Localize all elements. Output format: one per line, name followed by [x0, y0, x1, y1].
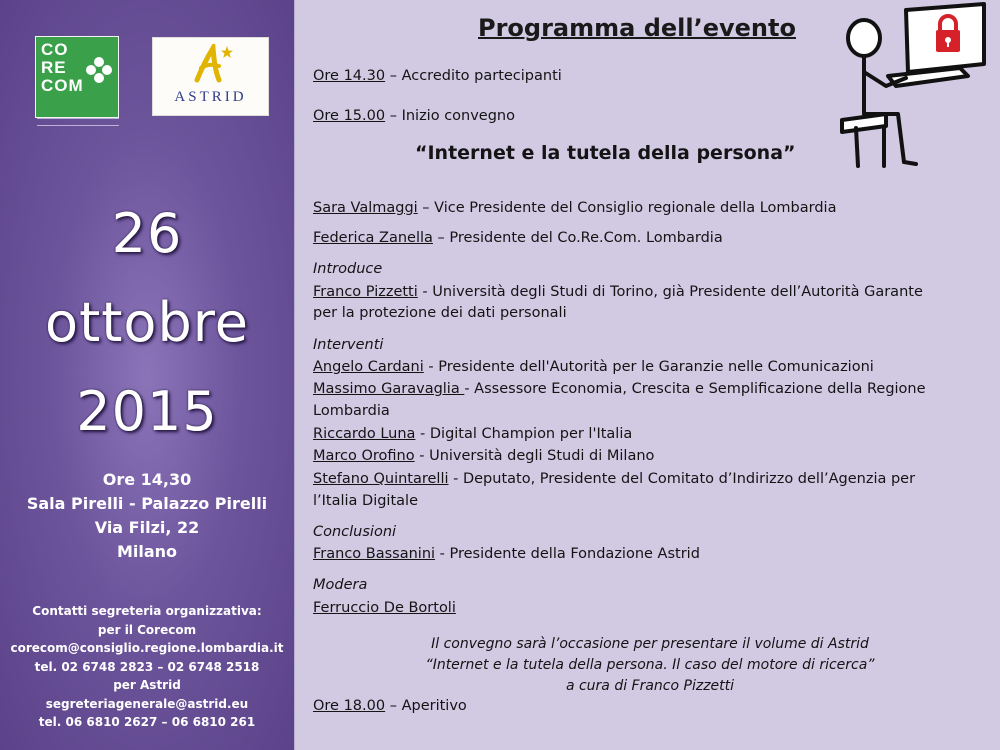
- left-panel: [0, 0, 295, 750]
- modera-label: Modera: [313, 577, 368, 593]
- conference-title: “Internet e la tutela della persona”: [415, 142, 796, 164]
- speaker-role-continued: l’Italia Digitale: [313, 493, 418, 509]
- speaker-line: [313, 381, 926, 397]
- astrid-logo-text: ASTRID: [174, 89, 247, 105]
- schedule-time: Ore 14.30: [313, 68, 386, 84]
- program-title: Programma dell’evento: [478, 14, 796, 42]
- astrid-logo: [152, 37, 269, 116]
- speaker-role: – Presidente del Co.Re.Com. Lombardia: [432, 230, 723, 246]
- schedule-item: [313, 68, 562, 84]
- speaker-name: Massimo Garavaglia: [313, 381, 465, 397]
- conclusioni-label: Conclusioni: [313, 524, 397, 540]
- speaker-name: Sara Valmaggi: [313, 200, 418, 216]
- speaker-role-continued: per la protezione dei dati personali: [313, 305, 567, 321]
- contacts-heading: Contatti segreteria organizzativa:: [32, 604, 262, 618]
- speaker-role: - Presidente della Fondazione Astrid: [435, 546, 700, 562]
- astrid-star-icon: [191, 44, 233, 86]
- schedule-time: Ore 18.00: [313, 698, 386, 714]
- person-laptop-lock-illustration: [836, 2, 986, 192]
- venue-time: Ore 14,30: [102, 470, 192, 489]
- speaker-line: [313, 448, 654, 464]
- speaker-name: Ferruccio De Bortoli: [313, 600, 456, 616]
- speaker-name: Federica Zanella: [313, 230, 433, 246]
- schedule-item: [313, 108, 515, 124]
- schedule-time: Ore 15.00: [313, 108, 386, 124]
- introduce-label: Introduce: [313, 261, 383, 277]
- speaker-role: - Assessore Economia, Crescita e Semplificazione della Regione: [464, 381, 926, 397]
- venue-street: Via Filzi, 22: [94, 518, 200, 537]
- contacts-phone: tel. 06 6810 2627 – 06 6810 261: [38, 715, 256, 729]
- speaker-role: - Presidente dell'Autorità per le Garanzie nelle Comunicazioni: [423, 359, 874, 375]
- speaker-role: - Università degli Studi di Torino, già Presidente dell’Autorità Garante: [417, 284, 923, 300]
- corecom-flower-icon: [86, 57, 112, 83]
- corecom-logo-line: COM: [41, 76, 84, 95]
- speaker-name: Marco Orofino: [313, 448, 415, 464]
- speaker-line: [313, 600, 456, 616]
- speaker-role: – Vice Presidente del Consiglio regionale della Lombardia: [417, 200, 837, 216]
- venue-hall: Sala Pirelli - Palazzo Pirelli: [26, 494, 268, 513]
- speaker-role-continued: Lombardia: [313, 403, 390, 419]
- contacts-email[interactable]: corecom@consiglio.regione.lombardia.it: [10, 641, 284, 655]
- contacts-phone: tel. 02 6748 2823 – 02 6748 2518: [34, 659, 260, 674]
- speaker-role: - Università degli Studi di Milano: [414, 448, 655, 464]
- contacts-block: [0, 602, 294, 732]
- speaker-line: [313, 426, 632, 442]
- speaker-role: - Digital Champion per l'Italia: [415, 426, 633, 442]
- speaker-name: Riccardo Luna: [313, 426, 416, 442]
- contacts-line: per il Corecom: [97, 622, 197, 637]
- schedule-item: [313, 698, 467, 714]
- speaker-name: Angelo Cardani: [313, 359, 424, 375]
- schedule-text: – Inizio convegno: [385, 108, 515, 124]
- speaker-line: [313, 546, 700, 562]
- contacts-email[interactable]: segreteriagenerale@astrid.eu: [45, 696, 249, 711]
- date-year: 2015: [76, 380, 218, 443]
- speaker-name: Franco Pizzetti: [313, 284, 418, 300]
- speaker-line: [313, 200, 836, 216]
- date-day: 26: [111, 202, 183, 265]
- speaker-line: [313, 284, 923, 300]
- corecom-logo: [35, 36, 119, 118]
- speaker-name: Franco Bassanini: [313, 546, 436, 562]
- date-month: ottobre: [45, 291, 249, 354]
- speaker-name: Stefano Quintarelli: [313, 471, 449, 487]
- schedule-text: – Aperitivo: [385, 698, 467, 714]
- closing-note: a cura di Franco Pizzetti: [565, 678, 735, 694]
- speaker-line: [313, 471, 915, 487]
- closing-note: Il convegno sarà l’occasione per presentare il volume di Astrid: [431, 636, 869, 652]
- corecom-logo-line: RE: [41, 58, 67, 77]
- venue-city: Milano: [116, 542, 178, 561]
- speaker-role: - Deputato, Presidente del Comitato d’Indirizzo dell’Agenzia per: [448, 471, 916, 487]
- closing-note: “Internet e la tutela della persona. Il caso del motore di ricerca”: [425, 657, 875, 673]
- speaker-line: [313, 230, 723, 246]
- corecom-logo-line: CO: [41, 40, 69, 59]
- speaker-line: [313, 359, 874, 375]
- contacts-line: per Astrid: [113, 678, 181, 692]
- schedule-text: – Accredito partecipanti: [385, 68, 562, 84]
- corecom-logo-subtitle: [37, 118, 119, 130]
- interventi-label: Interventi: [313, 337, 384, 353]
